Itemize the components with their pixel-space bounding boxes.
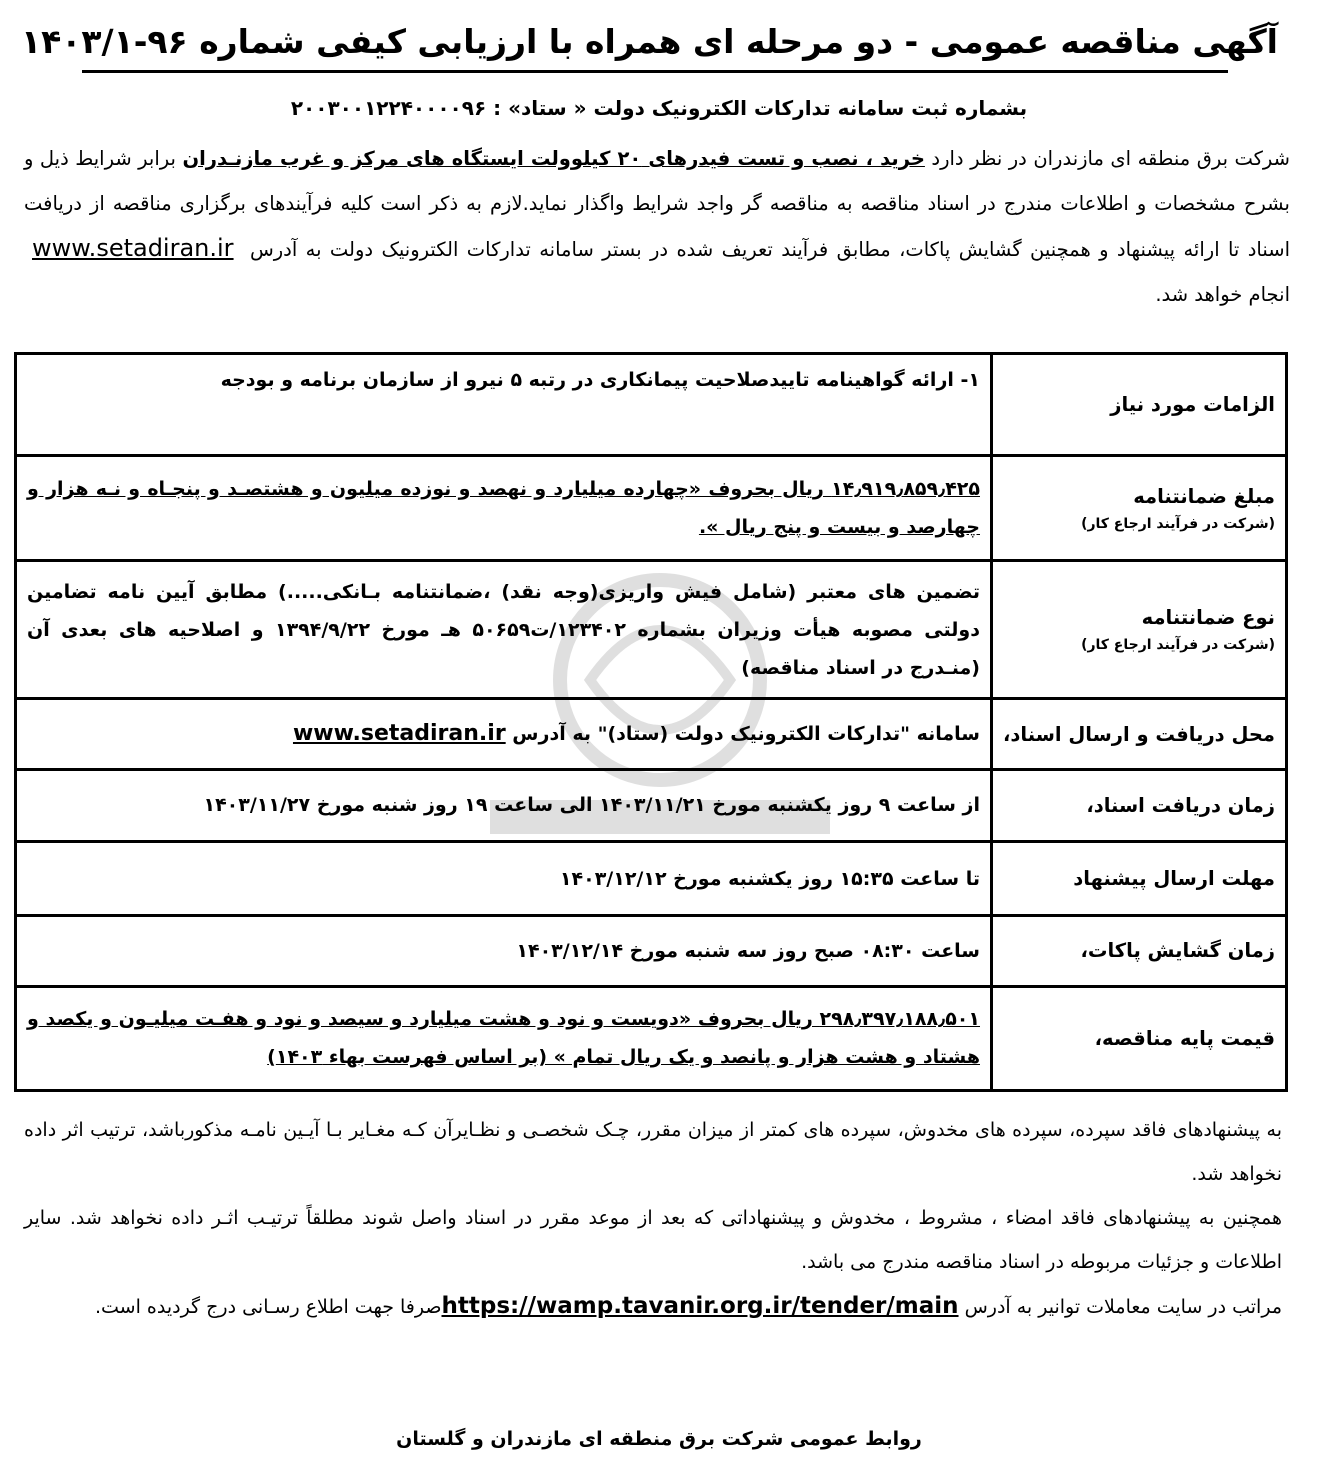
row-label: الزامات مورد نیاز <box>992 354 1287 456</box>
intro-subject: خرید ، نصب و تست فیدرهای ۲۰ کیلوولت ایستگاه های مرکز و غرب مازنـدران <box>182 147 925 170</box>
base-price: ۲۹۸٫۳۹۷٫۱۸۸٫۵۰۱ ریال بحروف «دویست و نود و هشت میلیارد و سیصد و نود و هفـت میلیـون و یکصد و هشتاد و هشت هزار و پانصد و یک ریال تمام » (بر اساس فهرست بهاء ۱۴۰۳) <box>27 1008 980 1069</box>
row-label: محل دریافت و ارسال اسناد، <box>992 699 1287 769</box>
row-label <box>992 560 1287 699</box>
signature: روابط عمومی شرکت برق منطقه ای مازندران و گلستان <box>396 1428 922 1450</box>
tavanir-link[interactable]: https://wamp.tavanir.org.ir/tender/main <box>441 1293 959 1319</box>
row-value: از ساعت ۹ روز یکشنبه مورخ ۱۴۰۳/۱۱/۲۱ الی ساعت ۱۹ روز شنبه مورخ ۱۴۰۳/۱۱/۲۷ <box>16 769 992 841</box>
row-value <box>16 986 992 1090</box>
table-row <box>16 916 1287 986</box>
intro-part1: شرکت برق منطقه ای مازندران در نظر دارد <box>931 147 1291 170</box>
note-paragraph-2: همچنین به پیشنهادهای فاقد امضاء ، مشروط ، مخدوش و پیشنهاداتی که بعد از موعد مقرر در اسناد واصل شوند مطلقاً ترتیـب اثـر داده نخواهد شد. سایر اطلاعات و جزئیات مربوطه در اسناد مناقصه مندرج می باشد. <box>24 1207 1282 1273</box>
registration-number: بشماره ثبت سامانه تدارکات الکترونیک دولت « ستاد» : ۲۰۰۳۰۰۱۲۲۴۰۰۰۰۹۶ <box>290 96 1028 120</box>
row-label-text: نوع ضمانتنامه <box>1141 606 1275 630</box>
table-row <box>16 841 1287 915</box>
row-label: مهلت ارسال پیشنهاد <box>992 841 1287 915</box>
guarantee-amount: ۱۴٫۹۱۹٫۸۵۹٫۴۲۵ ریال بحروف «چهارده میلیارد و نهصد و نوزده میلیون و هشتصـد و پنجـاه و نـه هزار و چهارصد و بیست و پنج ریال ». <box>27 478 980 539</box>
row-label-sub: (شرکت در فرآیند ارجاع کار) <box>1081 637 1275 654</box>
note-paragraph-1: به پیشنهادهای فاقد سپرده، سپرده های مخدوش، سپرده های کمتر از میزان مقرر، چـک شخصـی و نظـایرآن کـه مغـایر بـا آیـین نامـه مذکورباشد، ترتیب اثر داده نخواهد شد. <box>24 1119 1282 1185</box>
setadiran-link-table[interactable]: www.setadiran.ir <box>292 721 506 747</box>
tender-details-table <box>14 352 1288 1092</box>
row-value: تا ساعت ۱۵:۳۵ روز یکشنبه مورخ ۱۴۰۳/۱۲/۱۲ <box>16 841 992 915</box>
row-value <box>16 456 992 560</box>
note-3-before: مراتب در سایت معاملات توانیر به آدرس <box>964 1296 1282 1318</box>
setadiran-link[interactable]: www.setadiran.ir <box>32 234 234 262</box>
table-row <box>16 699 1287 769</box>
intro-paragraph <box>24 136 1290 317</box>
table-row <box>16 769 1287 841</box>
row-label <box>992 456 1287 560</box>
row-value: ۱- ارائه گواهینامه تاییدصلاحیت پیمانکاری در رتبه ۵ نیرو از سازمان برنامه و بودجه <box>16 354 992 456</box>
table-row <box>16 456 1287 560</box>
table-row <box>16 354 1287 456</box>
row-value: تضمین های معتبر (شامل فیش واریزی(وجه نقد) ،ضمانتنامه بـانکی.....) مطابق آیین نامه تضامین دولتی مصوبه هیأت وزیران بشماره ۱۲۳۴۰۲/ت۵۰۶۵۹ هـ مورخ ۱۳۹۴/۹/۲۲ و اصلاحیه های بعدی آن (منـدرج در اسناد مناقصه) <box>16 560 992 699</box>
notice-title: آگهی مناقصه عمومی - دو مرحله ای همراه با ارزیابی کیفی شماره ۹۶-۱۴۰۳/۱ <box>20 22 1278 61</box>
note-paragraph-3 <box>24 1284 1282 1329</box>
intro-part2: برابر شرایط ذیل و بشرح مشخصات و اطلاعات مندرج در اسناد مناقصه به مناقصه گر واجد شرایط واگذار نماید.لازم به ذکر است کلیه فرآیندهای برگزاری مناقصه از دریافت اسناد تا ارائه پیشنهاد و همچنین گشایش پاکات، مطابق فرآیند تعریف شده در بستر سامانه تدارکات الکترونیک دولت به آدرس <box>24 147 1290 261</box>
row-label: زمان گشایش پاکات، <box>992 916 1287 986</box>
row-value-text: سامانه "تدارکات الکترونیک دولت (ستاد)" به آدرس <box>512 723 980 746</box>
note-3-after: صرفا جهت اطلاع رسـانی درج گردیده است. <box>94 1296 442 1318</box>
row-label-sub: (شرکت در فرآیند ارجاع کار) <box>1081 515 1275 532</box>
row-label: قیمت پایه مناقصه، <box>992 986 1287 1090</box>
notes-section <box>24 1108 1282 1329</box>
row-label: زمان دریافت اسناد، <box>992 769 1287 841</box>
title-underline <box>82 70 1228 73</box>
table-row <box>16 986 1287 1090</box>
row-label-text: مبلغ ضمانتنامه <box>1133 484 1275 508</box>
row-value <box>16 699 992 769</box>
row-value: ساعت ۰۸:۳۰ صبح روز سه شنبه مورخ ۱۴۰۳/۱۲/۱۴ <box>16 916 992 986</box>
table-row <box>16 560 1287 699</box>
intro-part3: انجام خواهد شد. <box>1155 283 1290 306</box>
